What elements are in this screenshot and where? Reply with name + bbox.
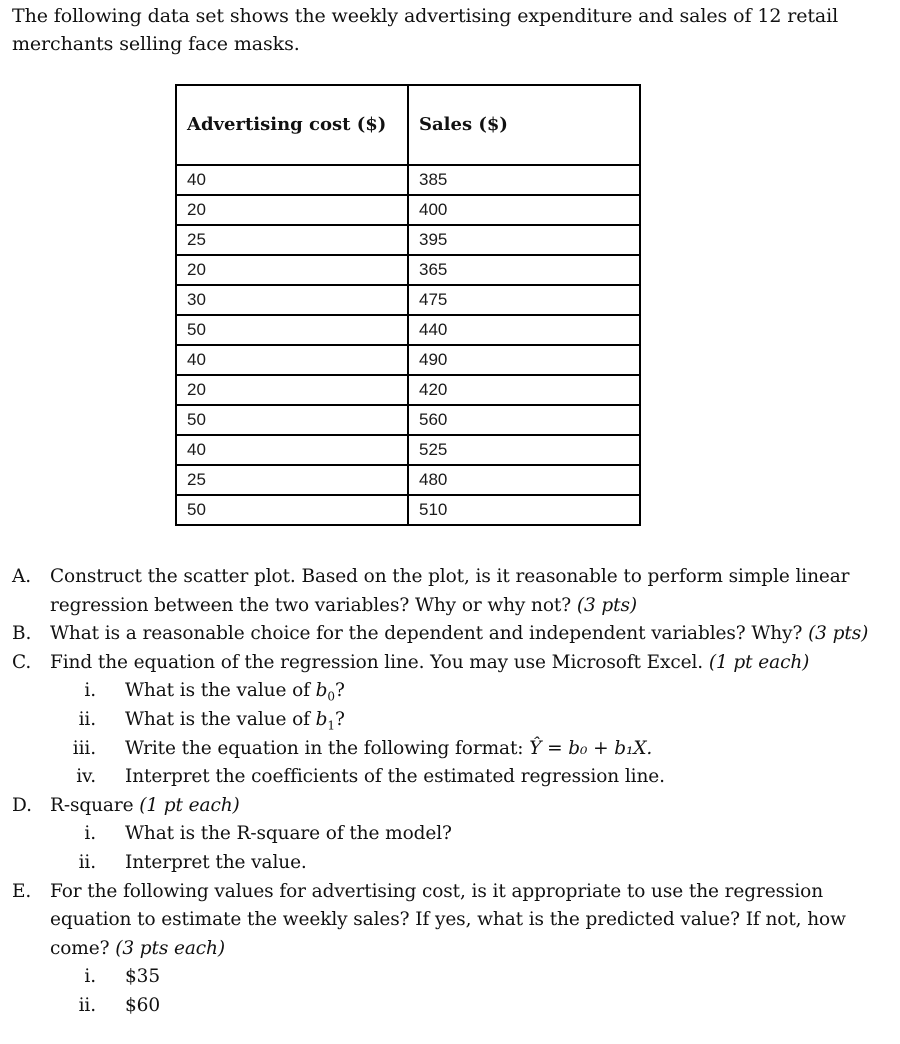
question-a — [12, 563, 892, 620]
question-text: What is a reasonable choice for the dependent and independent variables? Why? — [50, 623, 803, 645]
table-row — [176, 195, 640, 225]
cell-advertising-cost: 20 — [176, 375, 408, 405]
table-row — [176, 375, 640, 405]
cell-advertising-cost: 20 — [176, 195, 408, 225]
cell-advertising-cost: 50 — [176, 495, 408, 525]
sub-question: i. What is the value of $b_0$? — [12, 677, 892, 706]
sub-question: ii. What is the value of $b_1$? — [12, 706, 892, 735]
data-table — [175, 84, 641, 526]
question-text: For the following values for advertising cost, is it appropriate to use the regression equation to estimate the weekly sales? If yes, what is the predicted value? If not, how come? — [50, 880, 846, 959]
sub-question — [12, 763, 892, 792]
cell-advertising-cost: 20 — [176, 255, 408, 285]
cell-sales: 510 — [408, 495, 640, 525]
cell-advertising-cost: 50 — [176, 405, 408, 435]
sub-question — [12, 963, 892, 992]
cell-sales: 395 — [408, 225, 640, 255]
question-label: B. — [12, 623, 32, 645]
cell-advertising-cost: 30 — [176, 285, 408, 315]
cell-sales: 560 — [408, 405, 640, 435]
roman-numeral: i. — [84, 680, 96, 702]
table-row — [176, 225, 640, 255]
sub-question-text: $35 — [125, 966, 161, 988]
roman-numeral: ii. — [78, 708, 96, 730]
roman-numeral: ii. — [78, 851, 96, 873]
sub-question — [12, 992, 892, 1021]
table-row — [176, 465, 640, 495]
points-label: (3 pts each) — [115, 937, 225, 959]
question-label: D. — [12, 794, 32, 816]
sub-question-text: Interpret the value. — [125, 851, 307, 873]
roman-numeral: iv. — [76, 766, 96, 788]
coefficient-b0: $b_0$ — [315, 680, 335, 705]
roman-numeral: i. — [84, 823, 96, 845]
table-row — [176, 285, 640, 315]
sub-question-text: What is the value of — [125, 708, 316, 730]
table-row — [176, 345, 640, 375]
cell-sales: 480 — [408, 465, 640, 495]
roman-numeral: iii. — [72, 737, 96, 759]
sub-question-text: Write the equation in the following format: — [125, 737, 530, 759]
table-row — [176, 435, 640, 465]
cell-sales: 490 — [408, 345, 640, 375]
header-sales: Sales ($) — [408, 85, 640, 165]
cell-advertising-cost: 40 — [176, 345, 408, 375]
cell-sales: 440 — [408, 315, 640, 345]
header-advertising-cost: Advertising cost ($) — [176, 85, 408, 165]
sub-question — [12, 735, 892, 764]
intro-paragraph: The following data set shows the weekly advertising expenditure and sales of 12 retail merchants selling face masks. — [12, 5, 839, 55]
question-d — [12, 792, 892, 821]
sub-question-text: Interpret the coefficients of the estimated regression line. — [125, 766, 665, 788]
question-label: C. — [12, 651, 32, 673]
table-header-row — [176, 85, 640, 165]
points-label: (3 pts) — [576, 594, 638, 616]
roman-numeral: i. — [84, 966, 96, 988]
table-row — [176, 165, 640, 195]
points-label: (1 pt each) — [139, 794, 240, 816]
roman-numeral: ii. — [78, 994, 96, 1016]
question-text: R-square — [50, 794, 134, 816]
cell-sales: 385 — [408, 165, 640, 195]
regression-equation: Ŷ = b₀ + b₁X. — [529, 737, 653, 759]
table-row — [176, 255, 640, 285]
question-text: Construct the scatter plot. Based on the plot, is it reasonable to perform simple linear regression between the two variables? Why or why not? — [50, 566, 850, 616]
points-label: (1 pt each) — [708, 651, 810, 673]
sub-question — [12, 849, 892, 878]
sub-question-text: What is the value of — [125, 680, 316, 702]
question-e — [12, 878, 892, 964]
cell-sales: 475 — [408, 285, 640, 315]
cell-sales: 400 — [408, 195, 640, 225]
cell-advertising-cost: 40 — [176, 165, 408, 195]
cell-sales: 420 — [408, 375, 640, 405]
cell-advertising-cost: 40 — [176, 435, 408, 465]
cell-advertising-cost: 25 — [176, 465, 408, 495]
cell-sales: 365 — [408, 255, 640, 285]
sub-question-text: $60 — [125, 994, 161, 1016]
coefficient-b1: $b_1$ — [315, 708, 335, 733]
cell-sales: 525 — [408, 435, 640, 465]
table-row — [176, 405, 640, 435]
table-row — [176, 315, 640, 345]
cell-advertising-cost: 50 — [176, 315, 408, 345]
question-b — [12, 620, 892, 649]
sub-question-text: What is the R-square of the model? — [125, 823, 452, 845]
question-label: A. — [12, 566, 32, 587]
cell-advertising-cost: 25 — [176, 225, 408, 255]
question-label: E. — [12, 880, 32, 902]
question-text: Find the equation of the regression line. You may use Microsoft Excel. — [50, 651, 704, 673]
table-row — [176, 495, 640, 525]
question-list — [12, 563, 892, 1021]
question-c — [12, 649, 892, 678]
sub-question — [12, 820, 892, 849]
points-label: (3 pts) — [808, 623, 869, 645]
